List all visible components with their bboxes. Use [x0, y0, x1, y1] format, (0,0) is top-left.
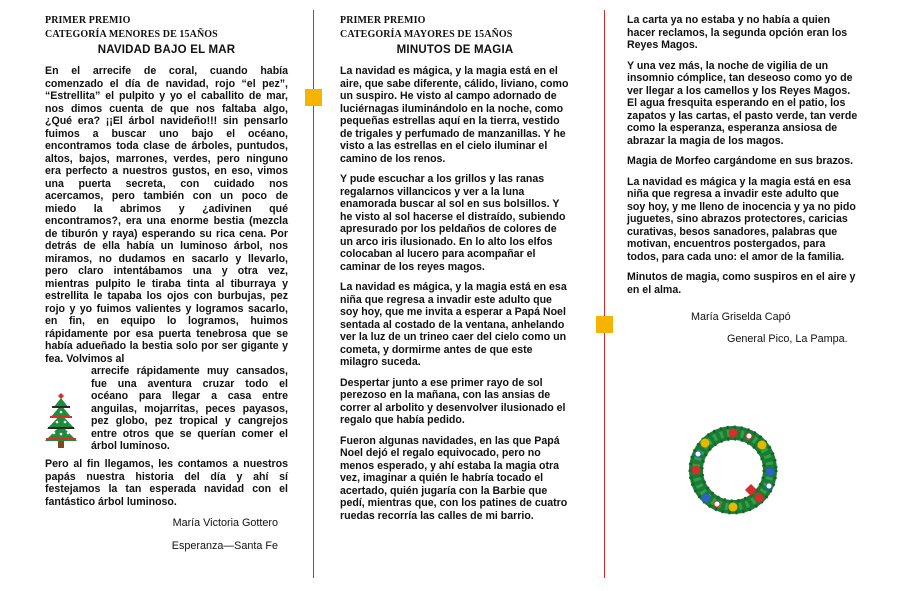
category-heading: CATEGORÍA MAYORES DE 15AÑOS — [340, 29, 513, 40]
yellow-square-marker — [596, 316, 613, 333]
column-divider — [604, 10, 605, 578]
yellow-square-marker — [305, 89, 322, 106]
author-location: General Pico, La Pampa. — [727, 333, 848, 345]
story-paragraph: La navidad es mágica, y la magia está en esa niña que regresa a invadir este adulto que soy hoy, que me invita a esperar a Papá Noel sentada al costado de la ventana, anhelando ver la luz de un trineo caer del cielo como un cometa, y dormirme antes de que este milagro suceda. — [340, 281, 567, 368]
story-paragraph: Despertar junto a ese primer rayo de sol perezoso en la mañana, con las ansias de correr al arbolito y desenvolver ilusionado el regalo que había pedido. — [340, 376, 566, 426]
story-paragraph: Magia de Morfeo cargándome en sus brazos. — [627, 155, 854, 167]
christmas-wreath-icon — [683, 420, 783, 520]
author-location: Esperanza—Santa Fe — [171, 540, 278, 552]
story-paragraph: Pero al fin llegamos, les contamos a nuestros papás nuestra historia del día y ahí sí festejamos la tan esperada navidad con el fantástico árbol luminoso. — [45, 458, 288, 508]
prize-heading: PRIMER PREMIO — [340, 15, 426, 26]
story-paragraph: Fueron algunas navidades, en las que Papá Noel dejó el regalo equivocado, pero no menos esperado, y ahí estaba la magia otra vez, imaginar a quién le habría tocado el acertado, quién jugaría con la Barbie que pedí, mientras que, con los patines de cuatro ruedas recorría las calles de mi barrio. — [340, 434, 568, 522]
story-column-2 — [340, 14, 570, 530]
story-paragraph: Minutos de magia, como suspiros en el aire y en el alma. — [627, 271, 856, 296]
category-heading: CATEGORÍA MENORES DE 15AÑOS — [45, 29, 218, 40]
story-title: MINUTOS DE MAGIA — [396, 44, 514, 56]
story-paragraph: Y una vez más, la noche de vigilia de un insomnio cómplice, tan deseoso como yo de ver llegar a los camellos y los Reyes Magos. El agua fresquita esperando en el patio, los zapatos y las cartas, el pasto verde, tan verde como la esperanza, esperanza ansiosa de abrazar la magia de los magos. — [627, 59, 858, 147]
story-paragraph: Y pude escuchar a los grillos y las ranas regalarnos villancicos y ver a la luna enamorada buscar al sol en sus bolsillos. Y he visto al sol hacerse el distraído, subiendo apresurado por los peldaños de colores de un arco iris ilusionado. En lo alto los elfos colocaban al lucero para acompañar el caminar de los reyes magos. — [340, 173, 566, 273]
christmas-tree-illustration — [45, 365, 91, 454]
author-name: María Griselda Capó — [691, 311, 791, 323]
illustrated-paragraph — [45, 365, 288, 454]
story-column-3 — [627, 14, 859, 346]
story-paragraph: arrecife rápidamente muy cansados, fue una aventura cruzar todo el océano para llegar a casa entre anguilas, mojarritas, peces payasos, pez globo, pez tropical y cangrejos entre otros que se querían comer el árbol luminoso. — [91, 365, 288, 452]
author-name: María Victoria Gottero — [172, 517, 278, 529]
christmas-tree-icon — [45, 393, 77, 449]
prize-heading: PRIMER PREMIO — [45, 15, 131, 26]
story-paragraph: La navidad es mágica y la magia está en esa niña que regresa a invadir este adulto que soy hoy, y me lleno de inocencia y ya no pido juguetes, sino abrazos protectores, caricias curativas, besos sanadores, palabras que motivan, encuentros postergados, para todos, para cada uno: el amor de la familia. — [627, 175, 856, 263]
story-paragraph: En el arrecife de coral, cuando había comenzado el día de navidad, rojo “el pez”, “Estrellita” el pulpito y yo el caballito de mar, nos dimos cuenta de que nos faltaba algo, ¿Qué era? ¡¡El árbol navideño!!! sin pensarlo fuimos a buscar uno bajo el océano, encontramos toda clase de árboles, puntudos, altos, bajos, marrones, verdes, pero ninguno era perfecto a nuestros gustos, en eso, vimos una puerta secreta, con cuidado nos acercamos, pero también con un poco de miedo la abrimos y ¿adivinen qué encontramos?, era una enorme bestia (mezcla de tiburón y raya) esperando su rica cena. Por detrás de ella había un luminoso árbol, nos miramos, no dudamos en sacarlo y llevarlo, pero claro intentábamos una y otra vez, mientras pulpito le tiraba tinta al tiburraya y estrellita le tapaba los ojos con burbujas, pez rojo y yo fuimos valientes y logramos sacarlo, en fin, en equipo lo logramos, huimos rápidamente por esa puerta tenebrosa que se había adueñado la bestia solo por ser gigante y fea. Volvimos al — [45, 65, 288, 365]
story-column-1 — [45, 14, 288, 553]
story-paragraph: La carta ya no estaba y no había a quien hacer reclamos, la segunda opción eran los Reyes Magos. — [627, 14, 848, 51]
story-title: NAVIDAD BAJO EL MAR — [97, 44, 236, 56]
story-paragraph: La navidad es mágica, y la magia está en el aire, que sabe diferente, cálido, liviano, como un suspiro. He visto al campo adornado de luciérnagas iluminándolo en la noche, como pequeñas estrellas aquí en la tierra, vestido de trigales y perfumado de manzanillas. Y he visto a las estrellas en el cielo iluminar el camino de los renos. — [340, 65, 569, 165]
